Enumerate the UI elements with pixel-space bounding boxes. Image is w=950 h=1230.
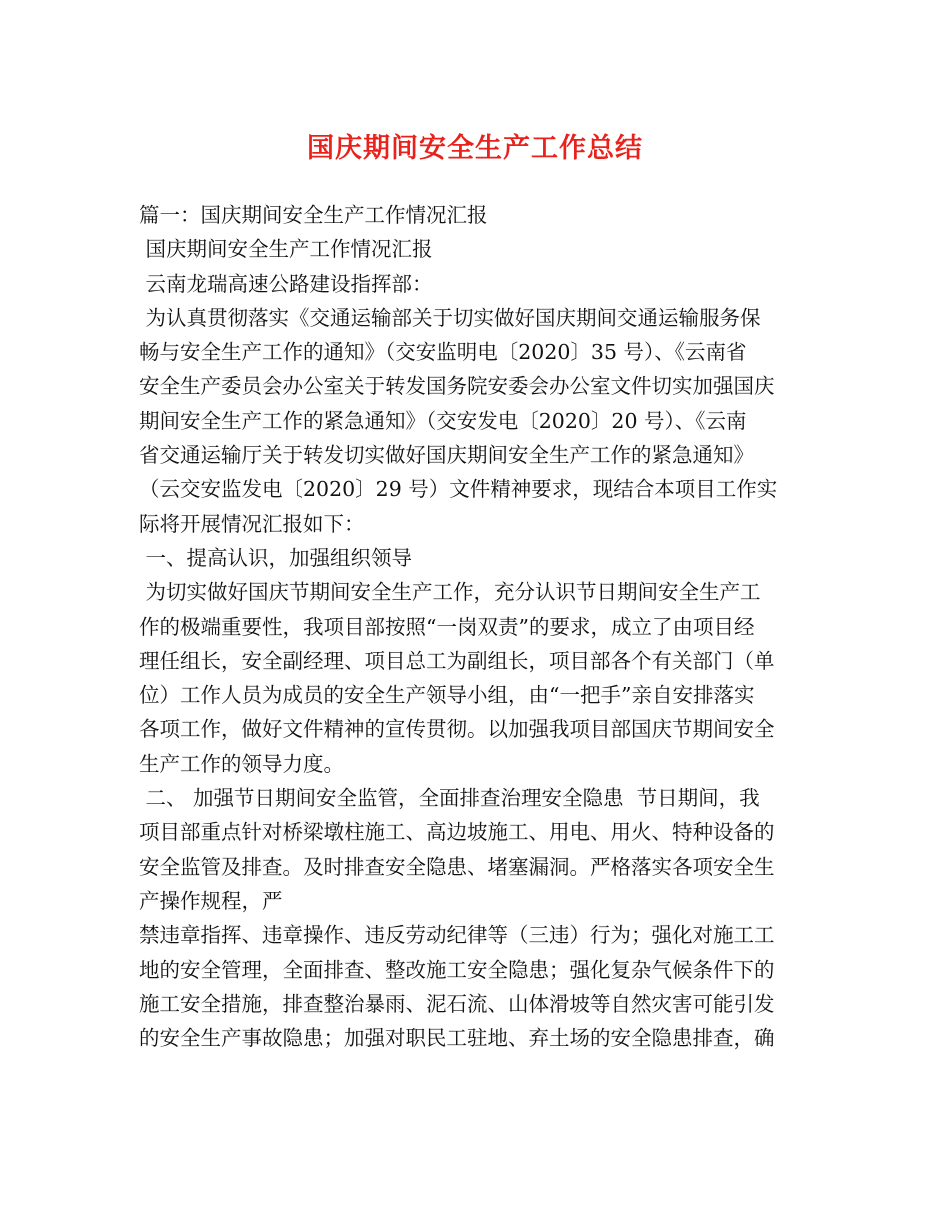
text-line: 期间安全生产工作的紧急通知》（交安发电〔2020〕20 号）、《云南: [139, 408, 747, 433]
text-line: 作的极端重要性，我项目部按照“一岗双责”的要求，成立了由项目经: [139, 614, 755, 639]
text-line: 为认真贯彻落实《交通运输部关于切实做好国庆期间交通运输服务保: [139, 305, 761, 330]
text-line: 云南龙瑞高速公路建设指挥部：: [139, 271, 433, 296]
text-line: 项目部重点针对桥梁墩柱施工、高边坡施工、用电、用火、特种设备的: [139, 820, 775, 845]
text-line: 篇一：国庆期间安全生产工作情况汇报: [139, 203, 488, 227]
text-line: 禁违章指挥、违章操作、违反劳动纪律等（三违）行为；强化对施工工: [139, 923, 775, 948]
text-line: 生产工作的领导力度。: [139, 751, 344, 776]
text-line: 二、 加强节日期间安全监管，全面排查治理安全隐患 节日期间，我: [139, 786, 760, 811]
text-line: 省交通运输厅关于转发切实做好国庆期间安全生产工作的紧急通知》: [139, 443, 754, 468]
text-line: 安全生产委员会办公室关于转发国务院安委会办公室文件切实加强国庆: [139, 374, 775, 399]
text-line: 施工安全措施，排查整治暴雨、泥石流、山体滑坡等自然灾害可能引发: [139, 991, 775, 1016]
text-line: 国庆期间安全生产工作情况汇报: [139, 237, 433, 262]
text-line: 际将开展情况汇报如下：: [139, 511, 365, 536]
text-line: 畅与安全生产工作的通知》（交安监明电〔2020〕35 号）、《云南省: [139, 340, 747, 365]
text-line: 理任组长，安全副经理、项目总工为副组长，项目部各个有关部门（单: [139, 648, 775, 673]
text-line: 安全监管及排查。及时排查安全隐患、堵塞漏洞。严格落实各项安全生: [139, 854, 775, 879]
document-body: [139, 198, 817, 1055]
text-line: 地的安全管理，全面排查、整改施工安全隐患；强化复杂气候条件下的: [139, 957, 775, 982]
text-line: （云交安监发电〔2020〕29 号）文件精神要求，现结合本项目工作实: [139, 477, 778, 502]
text-line: 各项工作，做好文件精神的宣传贯彻。以加强我项目部国庆节期间安全: [139, 717, 775, 742]
document-title: 国庆期间安全生产工作总结: [307, 133, 643, 164]
text-line: 的安全生产事故隐患；加强对职民工驻地、弃土场的安全隐患排查，确: [139, 1026, 775, 1051]
text-line: 产操作规程，严: [139, 888, 283, 913]
text-line: 一、提高认识，加强组织领导: [139, 545, 413, 570]
text-line: 位）工作人员为成员的安全生产领导小组，由“一把手”亲自安排落实: [139, 683, 755, 708]
text-line: 为切实做好国庆节期间安全生产工作，充分认识节日期间安全生产工: [139, 580, 761, 605]
